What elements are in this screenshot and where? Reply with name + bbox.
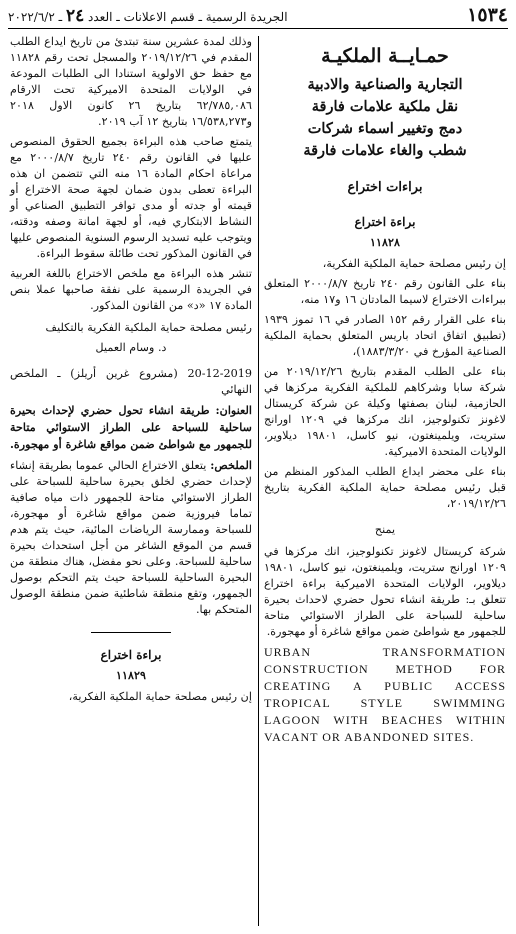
- paragraph: إن رئيس مصلحة حماية الملكية الفكرية،: [322, 257, 506, 270]
- signatory-title: رئيس مصلحة حماية الملكية الفكرية بالتكليف: [45, 321, 252, 334]
- closing-line: إن رئيس مصلحة حماية الملكية الفكرية،: [68, 690, 252, 703]
- title-block: [10, 402, 252, 453]
- grant-text: شركة كريستال لاغونز تكنولوجيز، انك مركزها في ١٢٠٩ اورانج ستريت، ويلمينغتون، نيو كاسل، ١٩٨٠١ ديلاوير، الولايات المتحدة الاميركية براءة اختراع تتعلق بـ: طريقة انشاء تحول حضري لاحداث بحيرة ساحلية للسباحة على الطراز الاستوائي متاحة للجمهور مع شواطئ ضمن مواقع شاغرة أو مهجورة.: [264, 545, 506, 638]
- summary-block: [10, 457, 252, 618]
- grants-label: يمنح: [374, 523, 396, 536]
- publication-name: الجريدة الرسمية ـ قسم الاعلانات ـ العدد: [88, 10, 288, 24]
- separator: [91, 632, 171, 633]
- page-header: [8, 4, 508, 28]
- patent-number: ١١٨٢٨: [369, 235, 401, 249]
- patents-heading: براءات اختراع: [347, 180, 423, 195]
- signatory-name: د. وسام العميل: [95, 341, 167, 354]
- paragraph: بناء على القرار رقم ١٥٢ الصادر في ١٦ تموز ١٩٣٩ (تطبيق اتفاق اتحاد باريس المتعلق بحماية الملكية الصناعية المؤرخ في ١٨٨٣/٣/٢٠)،: [264, 313, 506, 358]
- issue-date: ـ ٢٠٢٢/٦/٢: [8, 10, 63, 24]
- paragraph: تنشر هذه البراءة مع ملخص الاختراع باللغة العربية في الجريدة الرسمية على نفقة صاحبها عملا بنص المادة ١٧ «د» من القانون المذكور.: [10, 267, 252, 312]
- paragraph: وذلك لمدة عشرين سنة تبتدئ من تاريخ ايداع الطلب المقدم في ٢٠١٩/١٢/٢٦ والمسجل تحت رقم ١١٨٢٨ مع حفظ حق الاولوية استنادا الى الطلبات المودعة في الولايات المتحدة الاميركية تحت الارقام ٦٢/٧٨٥,٠٨٦ بتاريخ ٢٦ كانون الاول ٢٠١٨ و١٦/٥٣٨,٢٧٣ بتاريخ ١٢ آب ٢٠١٩.: [10, 35, 252, 128]
- paragraph: بناء على محضر ايداع الطلب المذكور المنظم من قبل رئيس مصلحة حماية الملكية الفكرية بتاريخ ٢٠١٩/١٢/٢٦،: [264, 465, 506, 510]
- left-column: [10, 34, 252, 709]
- paragraph: بناء على القانون رقم ٢٤٠ تاريخ ٢٠٠٠/٨/٧ المتعلق ببراءات الاختراع لاسيما المادتان ١٦ و١٧ منه،: [264, 277, 506, 306]
- paragraph: بناء على الطلب المقدم بتاريخ ٢٠١٩/١٢/٢٦ من شركة سابا وشركاهم للملكية الفكرية مركزها في الحازمية، لبنان بصفتها وكيلة عن شركة كريستال لاغونز تكنولوجيز، انك مركزها في ١٢٠٩ اورانج ستريت، ويلمينغتون، نيو كاسل، ١٩٨٠١ ديلاوير، الولايات المتحدة الاميركية.: [264, 365, 506, 458]
- subtitle-line: التجارية والصناعية والادبية: [307, 76, 463, 93]
- issue-number: ٢٤: [65, 6, 85, 26]
- summary-label: الملخص:: [210, 458, 253, 472]
- header-rule: [8, 28, 508, 29]
- summary-heading: 20-12-2019 (مشروع غرين أريلز) ـ الملخص النهائي: [10, 367, 252, 396]
- section-title: حمـايــة الملكيـة: [321, 45, 449, 67]
- summary-text: يتعلق الاختراع الحالي عموما بطريقة إنشاء لإحداث حضري لخلق بحيرة ساحلية للسباحة على الطراز الاستوائي متاحة للجمهور ذات مياه صافية تماما فيروزية ضمن مواقع شاغرة أو مهجورة، للسباحة وممارسة الرياضات المائية، حيث يتم هدم قسم من الموقع الشاغر من أجل استحداث بحيرة ساحلية للسباحة. وعلى نحو مفضل، هناك منطقة من البحيرة الساحلية للسباحة حيث يتم التحكم بوصول الجمهور، وتقع منطقة شاطئية ضمن منطقة الوصول المتحكم بها.: [10, 459, 252, 616]
- running-title: [8, 6, 288, 26]
- patent-heading: براءة اختراع: [354, 215, 416, 229]
- title-label: العنوان:: [215, 403, 252, 417]
- page-number: ١٥٣٤: [467, 4, 508, 26]
- title-text: طريقة انشاء تحول حضري لإحداث بحيرة ساحلية للسباحة على الطراز الاستوائي متاحة للجمهور مع شواطئ ضمن مواقع شاغرة أو مهجورة.: [10, 403, 252, 451]
- right-column: [264, 36, 506, 750]
- subtitle-line: نقل ملكية علامات فارقة: [311, 98, 459, 115]
- patent-heading: براءة اختراع: [100, 648, 162, 662]
- english-title: URBAN TRANSFORMATION CONSTRUCTION METHOD FOR CREATING A PUBLIC ACCESS TROPICAL STYLE SWIMMING LAGOON WITH BEACHES WITHIN VACANT OR ABANDONED SITES.: [264, 645, 506, 744]
- subtitle-line: شطب والغاء علامات فارقة: [303, 142, 467, 159]
- subtitle-line: دمج وتغيير اسماء شركات: [307, 120, 463, 137]
- patent-number: ١١٨٢٩: [115, 668, 147, 682]
- column-divider: [258, 36, 259, 926]
- paragraph: يتمتع صاحب هذه البراءة بجميع الحقوق المنصوص عليها في القانون رقم ٢٤٠ تاريخ ٢٠٠٠/٨/٧ مع مراعاة احكام المادة ١٦ منه التي تتضمن ان هذه البراءة تعطى بدون ضمان لجهة صحة الاختراع أو قيمته أو جدته أو مدى توافر التطبيق الصناعي أو النشاط الابتكاري فيه، أو لجهة امانة وصفه ودقته، ويتوجب عليه تسديد الرسوم السنوية المنصوص عليها في القانون المذكور تحت طائلة سقوط البراءة.: [10, 135, 253, 260]
